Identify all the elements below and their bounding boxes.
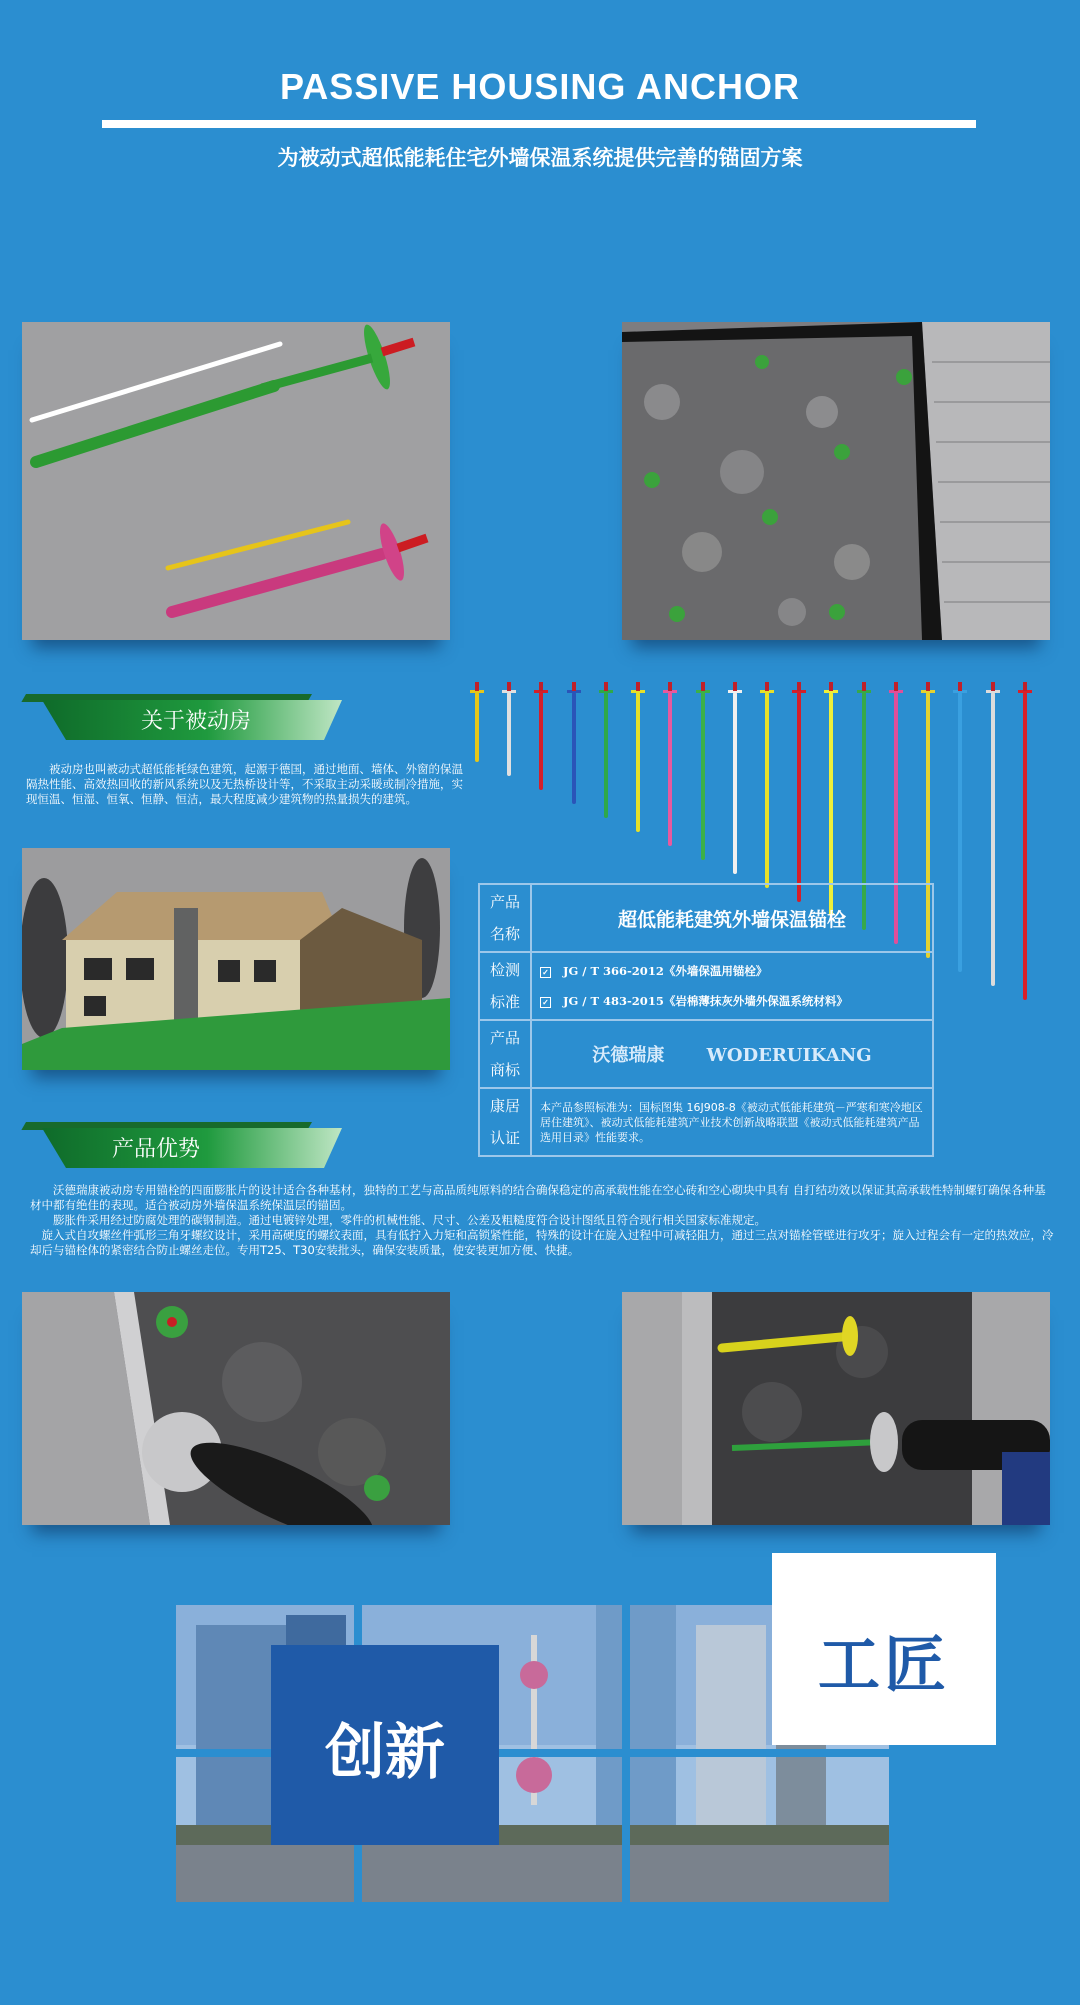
page-title: PASSIVE HOUSING ANCHOR [279,66,801,107]
anchor-shaft [701,692,705,860]
advantage-section-title: 产品优势 [111,1137,200,1162]
anchor-cap [991,682,995,691]
anchor-cap [475,682,479,691]
anchor-item [792,682,806,912]
checkbox-icon: ✓ [540,967,551,978]
anchor-shaft [797,692,801,902]
about-section-title: 关于被动房 [140,709,251,734]
anchor-cap [1023,682,1027,691]
passive-house-image [22,848,450,1070]
anchor-shaft [636,692,640,832]
anchor-shaft [991,692,995,986]
spec-certification: 本产品参照标准为：国标图集 16J908-8《被动式低能耗建筑－严寒和寒冷地区居住建筑》、被动式低能耗建筑产业技术创新战略联盟《被动式低能耗建筑产品选用目录》性能要求。 [531,1088,933,1156]
anchor-item [502,682,516,786]
anchor-cap [765,682,769,691]
about-section-banner [26,694,366,740]
anchor-shaft [539,692,543,790]
craftsman-word: 工匠 [817,1628,950,1701]
spec-label-line: 康居 [489,1097,520,1115]
advantage-text: 沃德瑞康被动房专用锚栓的四面膨胀片的设计适合各种基材，独特的工艺与高品质纯原料的结合确保稳定的高承载性能在空心砖和空心砌块中具有 自打结功效以保证其高承载性特制螺钉确保各种基材中都有绝佳的表现。适合被动房外墙保温系统保温层的锚固。 [30,1183,1046,1212]
anchor-cap [572,682,576,691]
spec-label-line: 检测 [489,961,520,979]
standard-text: JG / T 366-2012《外墙保温用锚栓》 [563,964,768,978]
anchor-shaft [507,692,511,776]
spec-trademark: 沃德瑞康 WODERUIKANG [531,1020,933,1088]
spec-label-line: 商标 [489,1061,520,1079]
anchor-item [631,682,645,842]
advantage-text: 膨胀件采用经过防腐处理的碳钢制造。通过电镀锌处理，零件的机械性能、尺寸、公差及粗糙度符合设计图纸且符合现行相关国家标准规定。 [53,1213,766,1227]
anchor-cap [507,682,511,691]
anchor-item [663,682,677,856]
advantage-section-banner [26,1122,366,1168]
spec-label-standards [479,952,531,1020]
anchor-item [534,682,548,800]
checkbox-icon: ✓ [540,997,551,1008]
anchor-shaft [1023,692,1027,1000]
anchor-cap [829,682,833,691]
spec-label-line: 产品 [489,1029,520,1047]
craftsman-box [772,1553,996,1745]
about-paragraph [26,762,464,807]
about-text: 被动房也叫被动式超低能耗绿色建筑，起源于德国，通过地面、墙体、外窗的保温隔热性能、高效热回收的新风系统以及无热桥设计等，不采取主动采暖或制冷措施，实现恒温、恒湿、恒氧、恒静、恒洁，最大程度减少建筑物的热量损失的建筑。 [26,762,463,806]
spec-label-line: 标准 [489,993,520,1011]
innovation-word: 创新 [325,1718,445,1788]
advantage-text: 旋入式自攻螺丝件弧形三角牙螺纹设计，采用高硬度的螺纹表面，具有低拧入力矩和高锁紧性能，特殊的设计在旋入过程中可减轻阻力，通过三点对锚栓管壁进行攻牙；旋入过程会有一定的热效应，冷却后与锚栓体的紧密结合防止螺丝走位。专用T25、T30安装批头，确保安装质量，使安装更加方便、快捷。 [30,1228,1054,1257]
standard-item [540,956,931,986]
anchor-item [760,682,774,898]
anchor-shaft [668,692,672,846]
spec-product-name: 超低能耗建筑外墙保温锚栓 [531,884,933,952]
anchor-item [696,682,710,870]
anchor-item [728,682,742,884]
anchor-cap [668,682,672,691]
spec-row-product-name [479,884,933,952]
title-underline [102,120,976,128]
standard-item [540,986,931,1016]
anchor-item [986,682,1000,996]
anchor-cap [539,682,543,691]
anchor-cap [926,682,930,691]
anchor-cap [894,682,898,691]
spec-row-standards [479,952,933,1020]
anchor-shaft [733,692,737,874]
standard-text: JG / T 483-2015《岩棉薄抹灰外墙外保温系统材料》 [563,994,848,1008]
anchor-shaft [958,692,962,972]
anchor-shaft [475,692,479,762]
spec-row-certification [479,1088,933,1156]
anchor-item [567,682,581,814]
anchor-item [1018,682,1032,1010]
page-subtitle: 为被动式超低能耗住宅外墙保温系统提供完善的锚固方案 [277,146,803,170]
anchor-shaft [604,692,608,818]
installation-image-right [622,1292,1050,1525]
anchors-render-image [22,322,450,640]
anchor-cap [958,682,962,691]
spec-label-certification [479,1088,531,1156]
anchor-cap [636,682,640,691]
anchor-shaft [765,692,769,888]
spec-label-line: 认证 [489,1129,520,1147]
anchor-cap [733,682,737,691]
insulation-wall-image [622,322,1050,640]
anchor-cap [701,682,705,691]
anchor-cap [604,682,608,691]
advantage-paragraphs [30,1183,1054,1258]
anchor-cap [797,682,801,691]
product-spec-table [478,883,934,1157]
spec-label-line: 名称 [489,925,520,943]
spec-row-trademark [479,1020,933,1088]
anchor-item [599,682,613,828]
anchor-item [953,682,967,982]
spec-label-product-name [479,884,531,952]
anchor-cap [862,682,866,691]
spec-label-trademark [479,1020,531,1088]
anchor-item [470,682,484,772]
spec-label-line: 产品 [489,893,520,911]
anchor-shaft [572,692,576,804]
spec-standards [531,952,933,1020]
installation-image-left [22,1292,450,1525]
